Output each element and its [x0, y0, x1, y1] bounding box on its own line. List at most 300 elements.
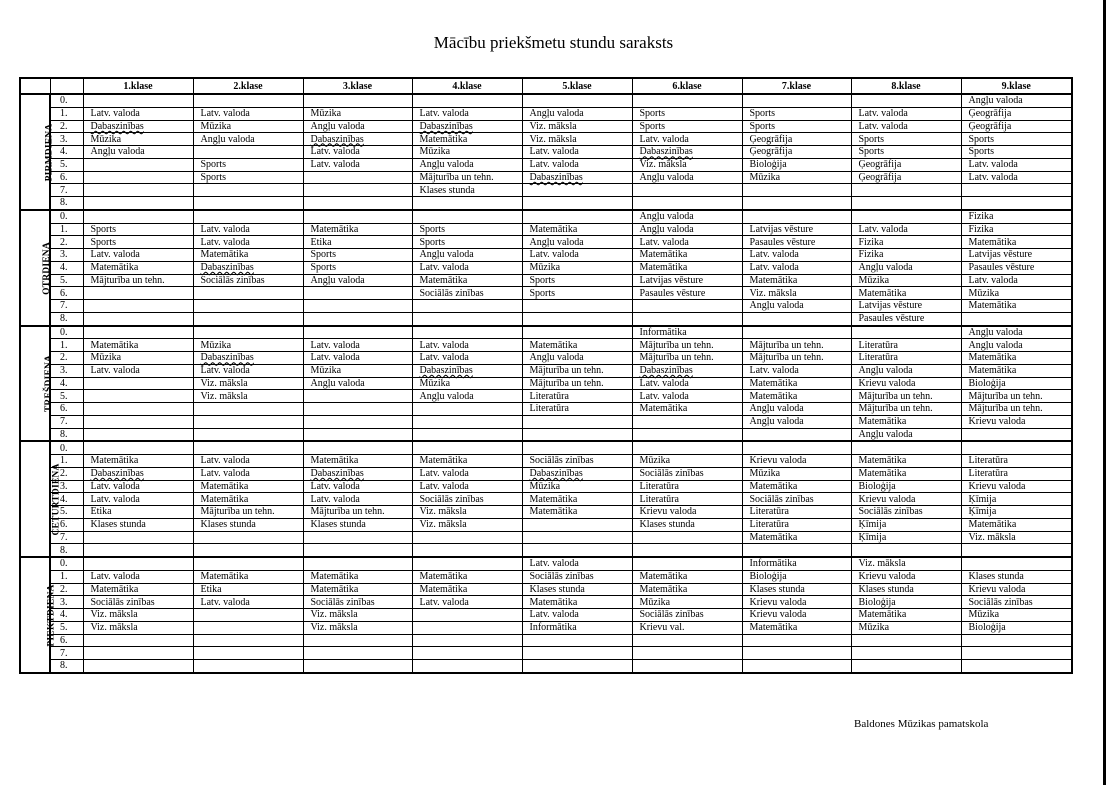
subject-cell — [961, 583, 1072, 596]
subject-text: Ģeogrāfija — [968, 108, 1012, 120]
subject-cell — [632, 107, 742, 120]
subject-cell — [522, 120, 632, 133]
subject-cell — [742, 210, 851, 223]
subject-text: Bioloģija — [968, 622, 1006, 634]
subject-text: Fizika — [858, 236, 884, 248]
lesson-row — [20, 133, 1072, 146]
subject-cell — [83, 312, 193, 325]
subject-cell — [961, 518, 1072, 531]
subject-cell — [961, 197, 1072, 210]
subject-cell — [83, 544, 193, 557]
subject-cell — [193, 146, 303, 159]
subject-cell — [83, 184, 193, 197]
subject-cell — [851, 455, 961, 468]
subject-text: Mājturība un tehn. — [749, 339, 824, 351]
column-header: 1.klase — [83, 78, 193, 94]
subject-cell — [303, 107, 412, 120]
subject-text: Sports — [200, 171, 227, 183]
subject-text: Mūzika — [639, 596, 671, 608]
subject-cell — [961, 544, 1072, 557]
subject-cell — [193, 184, 303, 197]
subject-text: Sports — [529, 274, 556, 286]
subject-text: Viz. māksla — [90, 622, 138, 634]
header-row — [20, 78, 1072, 94]
subject-text: Mājturība un tehn. — [749, 352, 824, 364]
subject-cell — [522, 352, 632, 365]
subject-text: Matemātika — [419, 455, 468, 467]
subject-cell — [303, 621, 412, 634]
subject-text: Latvijas vēsture — [968, 249, 1033, 261]
lesson-row — [20, 312, 1072, 325]
subject-cell — [742, 441, 851, 454]
subject-text: Matemātika — [310, 223, 359, 235]
subject-cell — [412, 377, 522, 390]
subject-cell — [961, 493, 1072, 506]
subject-cell — [303, 428, 412, 441]
subject-text: Viz. māksla — [639, 159, 687, 171]
subject-text: Sports — [529, 287, 556, 299]
day-label — [20, 557, 57, 673]
subject-text: Matemātika — [90, 583, 139, 595]
subject-text: Angļu valoda — [639, 223, 694, 235]
subject-cell — [83, 352, 193, 365]
subject-text: Mājturība un tehn. — [968, 403, 1043, 415]
subject-text: Sociālās zinības — [639, 468, 704, 480]
subject-cell — [303, 377, 412, 390]
lesson-number: 5. — [50, 390, 83, 403]
subject-cell — [412, 518, 522, 531]
subject-text: Sports — [90, 236, 117, 248]
subject-text: Latv. valoda — [749, 262, 799, 274]
subject-cell — [961, 364, 1072, 377]
subject-cell — [83, 326, 193, 339]
subject-cell — [742, 364, 851, 377]
subject-cell — [83, 107, 193, 120]
subject-text: Latv. valoda — [419, 339, 469, 351]
subject-text: Literatūra — [858, 352, 898, 364]
subject-text: Matemātika — [968, 352, 1017, 364]
lesson-row — [20, 223, 1072, 236]
subject-text: Matemātika — [639, 262, 688, 274]
lesson-row — [20, 467, 1072, 480]
subject-cell — [742, 261, 851, 274]
subject-text: Ģeogrāfija — [968, 120, 1012, 132]
subject-cell — [851, 634, 961, 647]
subject-cell — [632, 364, 742, 377]
subject-cell — [83, 455, 193, 468]
subject-text: Bioloģija — [858, 596, 896, 608]
subject-cell — [303, 261, 412, 274]
lesson-row — [20, 352, 1072, 365]
subject-cell — [83, 390, 193, 403]
subject-cell — [303, 634, 412, 647]
subject-cell — [83, 197, 193, 210]
subject-text: Dabaszinības — [90, 468, 144, 480]
lesson-row — [20, 480, 1072, 493]
subject-text: Dabaszinības — [90, 120, 144, 132]
subject-cell — [632, 326, 742, 339]
subject-cell — [851, 120, 961, 133]
subject-cell — [632, 94, 742, 107]
subject-cell — [193, 120, 303, 133]
subject-cell — [632, 621, 742, 634]
subject-cell — [742, 570, 851, 583]
subject-cell — [83, 493, 193, 506]
subject-cell — [83, 158, 193, 171]
subject-cell — [412, 236, 522, 249]
lesson-row — [20, 570, 1072, 583]
lesson-row — [20, 531, 1072, 544]
subject-text: Dabaszinības — [639, 365, 693, 377]
lesson-number: 0. — [50, 557, 83, 570]
subject-cell — [303, 415, 412, 428]
subject-cell — [522, 339, 632, 352]
subject-cell — [522, 390, 632, 403]
lesson-row — [20, 197, 1072, 210]
subject-cell — [851, 326, 961, 339]
subject-cell — [851, 390, 961, 403]
subject-cell — [193, 197, 303, 210]
subject-text: Matemātika — [419, 133, 468, 145]
subject-cell — [83, 583, 193, 596]
subject-text: Latv. valoda — [310, 146, 360, 158]
subject-cell — [193, 570, 303, 583]
subject-cell — [742, 249, 851, 262]
subject-cell — [522, 467, 632, 480]
subject-text: Latv. valoda — [639, 236, 689, 248]
subject-text: Latv. valoda — [858, 223, 908, 235]
subject-text: Krievu valoda — [968, 416, 1026, 428]
lesson-row — [20, 184, 1072, 197]
subject-cell — [522, 493, 632, 506]
subject-cell — [851, 133, 961, 146]
subject-cell — [851, 300, 961, 313]
subject-text: Sports — [90, 223, 117, 235]
subject-text: Mājturība un tehn. — [200, 506, 275, 518]
subject-cell — [193, 261, 303, 274]
subject-text: Fizika — [858, 249, 884, 261]
subject-cell — [522, 480, 632, 493]
subject-text: Matemātika — [968, 300, 1017, 312]
subject-text: Matemātika — [529, 493, 578, 505]
subject-text: Latv. valoda — [968, 274, 1018, 286]
subject-cell — [522, 300, 632, 313]
subject-cell — [522, 146, 632, 159]
subject-cell — [961, 609, 1072, 622]
subject-cell — [193, 133, 303, 146]
subject-cell — [522, 506, 632, 519]
subject-text: Viz. māksla — [968, 531, 1016, 543]
subject-cell — [83, 261, 193, 274]
subject-text: Angļu valoda — [858, 365, 913, 377]
subject-cell — [412, 441, 522, 454]
subject-text: Matemātika — [200, 249, 249, 261]
lesson-number: 7. — [50, 415, 83, 428]
subject-text: Angļu valoda — [310, 377, 365, 389]
subject-cell — [83, 415, 193, 428]
subject-text: Literatūra — [529, 403, 569, 415]
subject-text: Latv. valoda — [90, 249, 140, 261]
lesson-row — [20, 210, 1072, 223]
day-label — [20, 441, 62, 557]
subject-cell — [303, 596, 412, 609]
lesson-number: 6. — [50, 287, 83, 300]
subject-text: Sociālās zinības — [858, 506, 923, 518]
subject-cell — [632, 531, 742, 544]
subject-text: Matemātika — [749, 274, 798, 286]
subject-text: Dabaszinības — [310, 468, 364, 480]
subject-cell — [851, 184, 961, 197]
subject-text: Angļu valoda — [529, 108, 584, 120]
subject-cell — [303, 364, 412, 377]
subject-cell — [961, 326, 1072, 339]
subject-text: Informātika — [749, 558, 797, 570]
day-name: OTRDIENA — [41, 241, 52, 295]
subject-cell — [303, 300, 412, 313]
lesson-number: 1. — [50, 223, 83, 236]
subject-text: Krievu val. — [639, 622, 685, 634]
subject-text: Latv. valoda — [639, 390, 689, 402]
subject-text: Sports — [749, 108, 776, 120]
subject-text: Latv. valoda — [529, 558, 579, 570]
subject-cell — [742, 428, 851, 441]
subject-cell — [522, 287, 632, 300]
subject-text: Viz. māksla — [310, 622, 358, 634]
subject-text: Latv. valoda — [419, 596, 469, 608]
lesson-row — [20, 493, 1072, 506]
subject-text: Angļu valoda — [310, 120, 365, 132]
subject-cell — [632, 480, 742, 493]
subject-cell — [412, 557, 522, 570]
subject-cell — [522, 570, 632, 583]
subject-cell — [412, 249, 522, 262]
subject-cell — [193, 364, 303, 377]
subject-cell — [83, 428, 193, 441]
subject-cell — [961, 287, 1072, 300]
lesson-number: 1. — [50, 570, 83, 583]
subject-cell — [961, 403, 1072, 416]
subject-text: Latv. valoda — [419, 480, 469, 492]
subject-cell — [851, 647, 961, 660]
subject-cell — [742, 133, 851, 146]
subject-cell — [522, 660, 632, 673]
subject-text: Klases stunda — [310, 519, 366, 531]
subject-cell — [632, 133, 742, 146]
subject-cell — [412, 107, 522, 120]
subject-text: Angļu valoda — [639, 211, 694, 223]
subject-text: Mūzika — [749, 171, 781, 183]
subject-text: Viz. māksla — [200, 377, 248, 389]
subject-cell — [303, 94, 412, 107]
subject-cell — [412, 596, 522, 609]
subject-cell — [303, 326, 412, 339]
lesson-row — [20, 647, 1072, 660]
subject-cell — [632, 647, 742, 660]
subject-text: Dabaszinības — [639, 146, 693, 158]
subject-cell — [193, 544, 303, 557]
subject-cell — [412, 312, 522, 325]
subject-text: Matemātika — [529, 339, 578, 351]
subject-cell — [632, 236, 742, 249]
lesson-number: 7. — [50, 300, 83, 313]
subject-cell — [851, 146, 961, 159]
subject-text: Klases stunda — [90, 519, 146, 531]
subject-text: Bioloģija — [749, 571, 787, 583]
subject-cell — [632, 518, 742, 531]
subject-text: Matemātika — [749, 480, 798, 492]
subject-cell — [412, 455, 522, 468]
subject-text: Dabaszinības — [529, 171, 583, 183]
subject-text: Dabaszinības — [200, 262, 254, 274]
day-name: TREŠDIENA — [44, 355, 55, 413]
subject-cell — [193, 634, 303, 647]
lesson-row — [20, 377, 1072, 390]
subject-text: Fizika — [968, 223, 994, 235]
subject-cell — [742, 493, 851, 506]
subject-text: Viz. māksla — [749, 287, 797, 299]
subject-cell — [193, 467, 303, 480]
day-name: CETURTDIENA — [51, 463, 62, 536]
subject-text: Matemātika — [529, 506, 578, 518]
subject-text: Matemātika — [90, 455, 139, 467]
subject-cell — [632, 339, 742, 352]
subject-cell — [742, 660, 851, 673]
subject-cell — [193, 223, 303, 236]
subject-cell — [632, 596, 742, 609]
subject-cell — [83, 506, 193, 519]
subject-cell — [632, 544, 742, 557]
subject-cell — [961, 94, 1072, 107]
subject-text: Sociālās zinības — [968, 596, 1033, 608]
subject-cell — [851, 171, 961, 184]
subject-text: Angļu valoda — [968, 339, 1023, 351]
subject-text: Latv. valoda — [858, 120, 908, 132]
subject-cell — [632, 249, 742, 262]
subject-text: Sociālās zinības — [639, 609, 704, 621]
subject-text: Latv. valoda — [639, 133, 689, 145]
subject-text: Latv. valoda — [529, 159, 579, 171]
subject-cell — [412, 428, 522, 441]
subject-cell — [303, 570, 412, 583]
subject-text: Latv. valoda — [858, 108, 908, 120]
day-label — [20, 326, 55, 442]
subject-cell — [522, 557, 632, 570]
subject-cell — [303, 120, 412, 133]
subject-text: Literatūra — [968, 468, 1008, 480]
subject-cell — [961, 133, 1072, 146]
subject-cell — [851, 583, 961, 596]
subject-cell — [412, 660, 522, 673]
subject-cell — [193, 518, 303, 531]
subject-cell — [742, 312, 851, 325]
subject-cell — [961, 455, 1072, 468]
subject-cell — [83, 94, 193, 107]
subject-text: Latvijas vēsture — [749, 223, 814, 235]
subject-cell — [961, 107, 1072, 120]
subject-cell — [193, 660, 303, 673]
subject-cell — [522, 171, 632, 184]
subject-cell — [961, 415, 1072, 428]
subject-cell — [632, 377, 742, 390]
column-header: 4.klase — [412, 78, 522, 94]
subject-cell — [193, 415, 303, 428]
subject-cell — [522, 428, 632, 441]
subject-text: Sports — [639, 120, 666, 132]
lesson-number: 0. — [50, 326, 83, 339]
subject-cell — [961, 647, 1072, 660]
subject-text: Viz. māksla — [419, 506, 467, 518]
subject-cell — [412, 300, 522, 313]
subject-text: Krievu valoda — [858, 493, 916, 505]
lesson-number: 5. — [50, 506, 83, 519]
school-name: Baldones Mūzikas pamatskola — [854, 718, 989, 730]
subject-cell — [961, 261, 1072, 274]
subject-cell — [83, 287, 193, 300]
subject-cell — [303, 223, 412, 236]
subject-text: Sports — [310, 249, 337, 261]
subject-text: Bioloģija — [858, 480, 896, 492]
subject-cell — [632, 493, 742, 506]
column-header: 9.klase — [961, 78, 1072, 94]
subject-cell — [632, 184, 742, 197]
lesson-row — [20, 506, 1072, 519]
subject-text: Matemātika — [858, 455, 907, 467]
lesson-number: 1. — [50, 339, 83, 352]
subject-cell — [742, 223, 851, 236]
subject-cell — [632, 120, 742, 133]
subject-cell — [83, 441, 193, 454]
subject-cell — [961, 506, 1072, 519]
lesson-number: 4. — [50, 377, 83, 390]
subject-cell — [83, 120, 193, 133]
subject-text: Etika — [310, 236, 332, 248]
subject-cell — [522, 634, 632, 647]
subject-cell — [632, 634, 742, 647]
subject-text: Angļu valoda — [968, 326, 1023, 338]
subject-cell — [193, 326, 303, 339]
subject-cell — [522, 583, 632, 596]
subject-text: Pasaules vēsture — [858, 313, 925, 325]
subject-cell — [961, 660, 1072, 673]
subject-cell — [303, 660, 412, 673]
subject-cell — [193, 506, 303, 519]
subject-cell — [303, 210, 412, 223]
subject-cell — [742, 326, 851, 339]
subject-cell — [412, 415, 522, 428]
subject-text: Sociālās zinības — [749, 493, 814, 505]
subject-cell — [522, 274, 632, 287]
subject-cell — [851, 428, 961, 441]
subject-text: Sports — [968, 146, 995, 158]
subject-cell — [193, 300, 303, 313]
lesson-row — [20, 544, 1072, 557]
subject-text: Ķīmija — [968, 506, 997, 518]
subject-cell — [303, 158, 412, 171]
subject-cell — [303, 339, 412, 352]
subject-cell — [851, 480, 961, 493]
subject-text: Viz. māksla — [858, 558, 906, 570]
subject-cell — [961, 352, 1072, 365]
subject-text: Latvijas vēsture — [639, 274, 704, 286]
subject-cell — [961, 390, 1072, 403]
subject-cell — [303, 583, 412, 596]
lesson-row — [20, 583, 1072, 596]
subject-cell — [193, 480, 303, 493]
subject-cell — [303, 531, 412, 544]
subject-text: Krievu valoda — [749, 609, 807, 621]
subject-text: Latvijas vēsture — [858, 300, 923, 312]
subject-cell — [303, 609, 412, 622]
